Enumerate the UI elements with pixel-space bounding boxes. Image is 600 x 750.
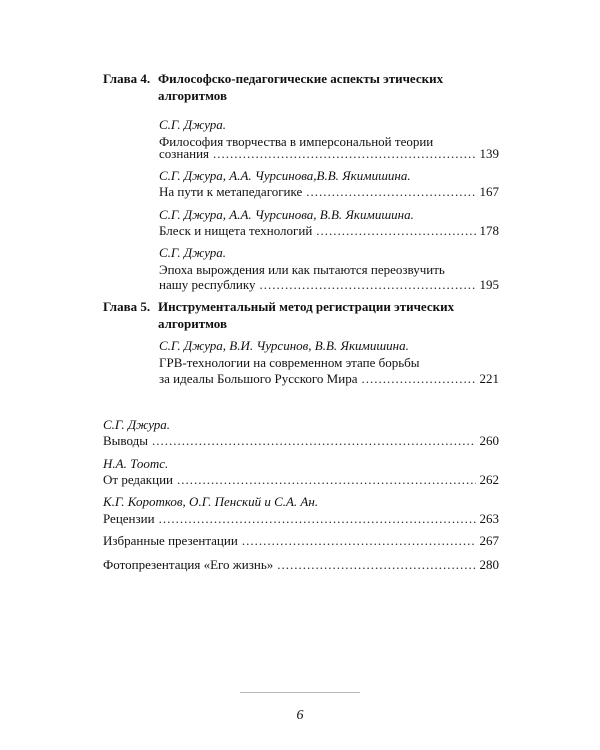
dot-leader xyxy=(260,276,476,293)
entry-author: С.Г. Джура. xyxy=(159,117,227,132)
dot-leader xyxy=(306,183,475,200)
toc-entry[interactable] xyxy=(103,532,499,549)
entry-title: Фотопрезентация «Его жизнь» xyxy=(103,557,274,572)
entry-title-line: Философия творчества в имперсональной теории xyxy=(159,134,434,149)
entry-author: С.Г. Джура. xyxy=(103,417,171,432)
entry-title: Рецензии xyxy=(103,511,155,526)
entry-title-line: ГРВ-технологии на современном этапе борьбы xyxy=(159,355,420,370)
dot-leader xyxy=(213,145,475,162)
toc-entry[interactable] xyxy=(159,183,499,200)
entry-author: С.Г. Джура. xyxy=(159,245,227,260)
chapter-title: Философско-педагогические аспекты этических алгоритмов xyxy=(158,71,444,103)
dot-leader xyxy=(177,471,476,488)
entry-title-line: Эпоха вырождения или как пытаются переозвучить xyxy=(159,262,445,277)
entry-page: 260 xyxy=(479,433,499,448)
entry-page: 262 xyxy=(479,472,499,487)
entry-author: С.Г. Джура, А.А. Чурсинова, В.В. Якимишина. xyxy=(159,207,414,222)
toc-entry[interactable] xyxy=(103,556,499,573)
entry-title: Блеск и нищета технологий xyxy=(159,223,313,238)
entry-page: 263 xyxy=(479,511,499,526)
toc-entry[interactable] xyxy=(103,471,499,488)
entry-author: С.Г. Джура, В.И. Чурсинов, В.В. Якимишина. xyxy=(159,338,409,353)
dot-leader xyxy=(152,432,476,449)
entry-author: Н.А. Тоотс. xyxy=(103,456,169,471)
entry-title: Выводы xyxy=(103,433,148,448)
entry-author: С.Г. Джура, А.А. Чурсинова,В.В. Якимишина. xyxy=(159,168,411,183)
entry-title: На пути к метапедагогике xyxy=(159,184,303,199)
dot-leader xyxy=(159,510,476,527)
toc-entry[interactable] xyxy=(159,145,499,162)
entry-title: От редакции xyxy=(103,472,173,487)
toc-entry[interactable] xyxy=(159,222,499,239)
chapter-number: Глава 5. xyxy=(103,299,151,314)
entry-author: К.Г. Коротков, О.Г. Пенский и С.А. Ан. xyxy=(103,494,319,509)
entry-title: Избранные презентации xyxy=(103,533,238,548)
toc-entry[interactable] xyxy=(159,276,499,293)
entry-title: за идеалы Большого Русского Мира xyxy=(159,371,358,386)
dot-leader xyxy=(277,556,475,573)
toc-entry[interactable] xyxy=(103,510,499,527)
entry-page: 167 xyxy=(479,184,499,199)
toc-entry[interactable] xyxy=(103,432,499,449)
entry-page: 280 xyxy=(479,557,499,572)
entry-page: 267 xyxy=(479,533,499,548)
entry-page: 195 xyxy=(479,277,499,292)
entry-page: 221 xyxy=(479,371,499,386)
chapter-title: Инструментальный метод регистрации этических алгоритмов xyxy=(158,299,455,331)
dot-leader xyxy=(361,370,475,387)
footer-divider xyxy=(240,692,360,693)
page-number: 6 xyxy=(296,708,304,723)
entry-page: 178 xyxy=(479,223,499,238)
entry-title: нашу республику xyxy=(159,277,256,292)
entry-title: сознания xyxy=(159,146,210,161)
dot-leader xyxy=(316,222,475,239)
dot-leader xyxy=(242,532,476,549)
entry-page: 139 xyxy=(479,146,499,161)
toc-entry[interactable] xyxy=(159,370,499,387)
chapter-number: Глава 4. xyxy=(103,71,151,86)
